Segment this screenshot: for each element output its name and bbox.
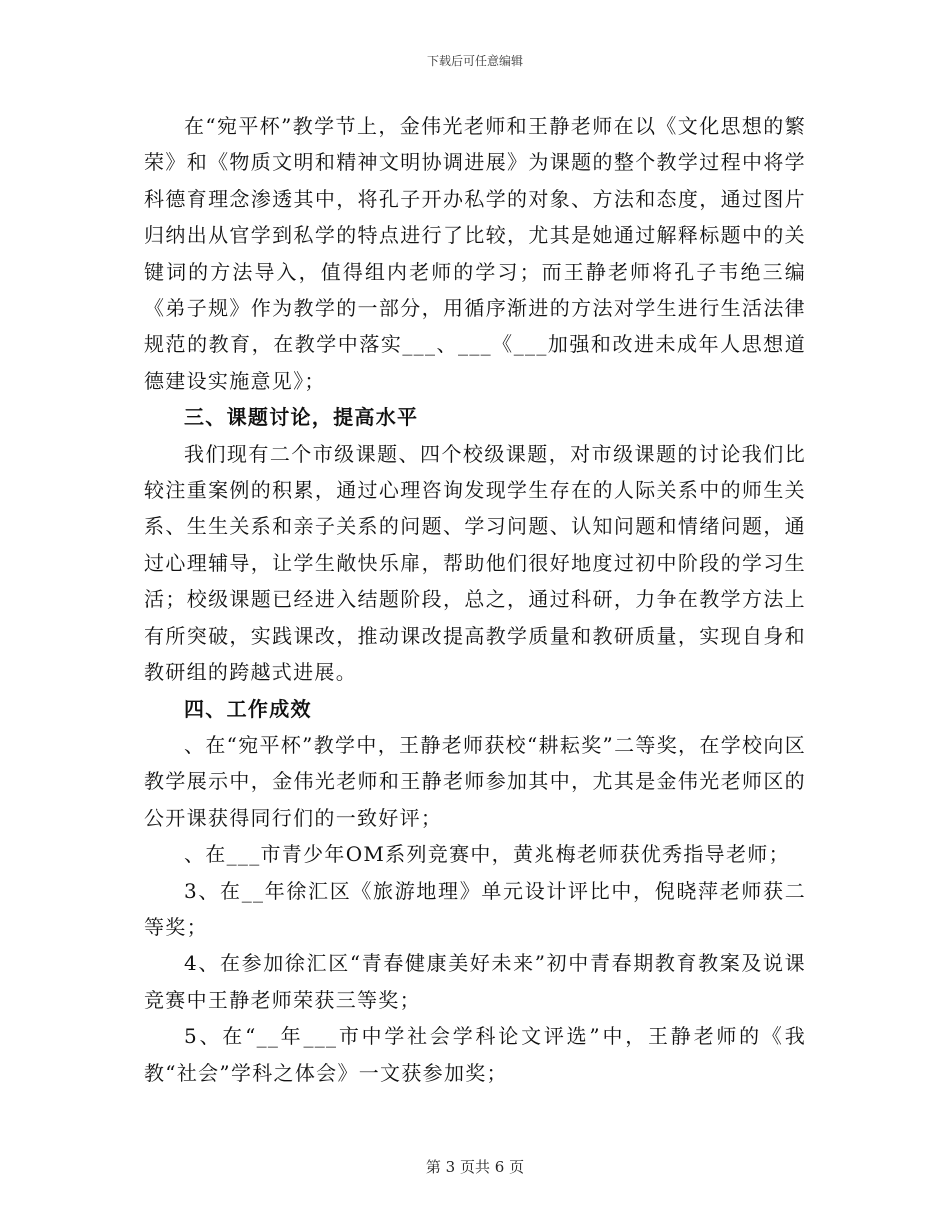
list-item: 、在___市青少年OM系列竞赛中，黄兆梅老师获优秀指导老师； [184, 842, 790, 867]
list-item: 3、在__年徐汇区《旅游地理》单元设计评比中，倪晓萍老师获二等奖； [144, 878, 806, 939]
section-heading-4: 四、工作成效 [184, 696, 312, 721]
document-body [144, 108, 806, 1091]
page-number: 第 3 页共 6 页 [425, 1158, 525, 1176]
section-heading-3: 三、课题讨论，提高水平 [184, 405, 419, 430]
list-item: 4、在参加徐汇区“青春健康美好未来”初中青春期教育教案及说课竞赛中王静老师荣获三等奖； [144, 951, 806, 1012]
list-item: 5、在“__年___市中学社会学科论文评选”中，王静老师的《我教“社会”学科之体会》一文获参加奖； [144, 1024, 806, 1085]
page-header-note: 下载后可任意编辑 [426, 54, 523, 68]
paragraph-research-topics: 我们现有二个市级课题、四个校级课题，对市级课题的讨论我们比较注重案例的积累，通过心理咨询发现学生存在的人际关系中的师生关系、生生关系和亲子关系的问题、学习问题、认知问题和情绪问题，通过心理辅导，让学生敞快乐扉，帮助他们很好地度过初中阶段的学习生活；校级课题已经进入结题阶段，总之，通过科研，力争在教学方法上有所突破，实践课改，推动课改提高教学质量和教研质量，实现自身和教研组的跨越式进展。 [144, 441, 806, 685]
list-item: 、在“宛平杯”教学中，王静老师获校“耕耘奖”二等奖，在学校向区教学展示中，金伟光老师和王静老师参加其中，尤其是金伟光老师区的公开课获得同行们的一致好评； [144, 732, 806, 830]
paragraph-teaching-festival: 在“宛平杯”教学节上，金伟光老师和王静老师在以《文化思想的繁荣》和《物质文明和精神文明协调进展》为课题的整个教学过程中将学科德育理念渗透其中，将孔子开办私学的对象、方法和态度，通过图片归纳出从官学到私学的特点进行了比较，尤其是她通过解释标题中的关键词的方法导入，值得组内老师的学习；而王静老师将孔子韦绝三编《弟子规》作为教学的一部分，用循序渐进的方法对学生进行生活法律规范的教育，在教学中落实___、___《___加强和改进未成年人思想道德建设实施意见》； [144, 114, 806, 393]
